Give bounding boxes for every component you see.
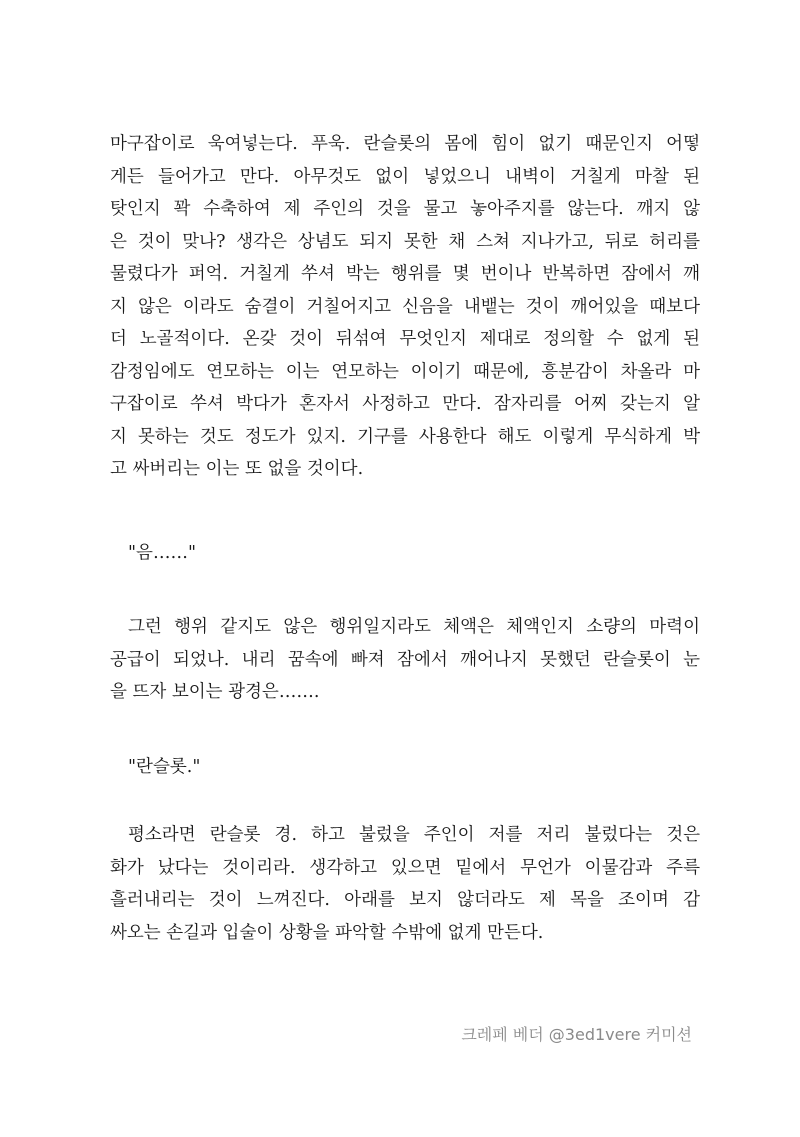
text-line: 싸오는 손길과 입술이 상황을 파악할 수밖에 없게 만든다. [110, 922, 544, 943]
text-line: 을 뜨자 보이는 광경은……. [110, 682, 320, 702]
text-line: 게든 들어가고 만다. 아무것도 없이 넣었으니 내벽이 거칠게 마찰 된 [110, 166, 700, 187]
text-line: 그런 행위 같지도 않은 행위일지라도 체액은 체액인지 소량의 마력이 [128, 617, 700, 637]
paragraph-1 [110, 128, 700, 486]
text-line: 구잡이로 쑤셔 박다가 혼자서 사정하고 만다. 잠자리를 어찌 갖는지 알 [110, 394, 700, 414]
dialog-line-1: "음……" [128, 543, 197, 563]
text-line: 지 못하는 것도 정도가 있지. 기구를 사용한다 해도 이렇게 무식하게 박 [110, 426, 700, 447]
paragraph-2 [110, 611, 700, 709]
dialog-line-2: "란슬롯." [128, 757, 201, 777]
text-line: 공급이 되었나. 내리 꿈속에 빠져 잠에서 깨어나지 못했던 란슬롯이 눈 [110, 649, 700, 670]
text-line: 물렸다가 퍼억. 거칠게 쑤셔 박는 행위를 몇 번이나 반복하면 잠에서 깨 [110, 264, 700, 284]
text-line: 탓인지 꽉 수축하여 제 주인의 것을 물고 놓아주지를 않는다. 깨지 않 [110, 199, 700, 219]
text-line: 은 것이 맞나? 생각은 상념도 되지 못한 채 스쳐 지나가고, 뒤로 허리를 [110, 231, 700, 252]
text-line: 더 노골적이다. 온갖 것이 뒤섞여 무엇인지 제대로 정의할 수 없게 된 [110, 329, 700, 349]
text-line: 고 싸버리는 이는 또 없을 것이다. [110, 459, 364, 479]
paragraph-3 [110, 819, 700, 949]
text-line: 지 않은 이라도 숨결이 거칠어지고 신음을 내뱉는 것이 깨어있을 때보다 [110, 296, 700, 317]
credit-footer: 크레페 베더 @3ed1vere 커미션 [461, 1025, 692, 1044]
text-line: 평소라면 란슬롯 경. 하고 불렀을 주인이 저를 저리 불렀다는 것은 [128, 825, 700, 845]
text-line: 마구잡이로 욱여넣는다. 푸욱. 란슬롯의 몸에 힘이 없기 때문인지 어떻 [110, 134, 700, 154]
text-line: 감정임에도 연모하는 이는 연모하는 이이기 때문에, 흥분감이 차올라 마 [110, 361, 700, 382]
text-line: 화가 났다는 것이리라. 생각하고 있으면 밑에서 무언가 이물감과 주륵 [110, 857, 700, 878]
text-line: 흘러내리는 것이 느껴진다. 아래를 보지 않더라도 제 목을 조이며 감 [110, 890, 700, 910]
